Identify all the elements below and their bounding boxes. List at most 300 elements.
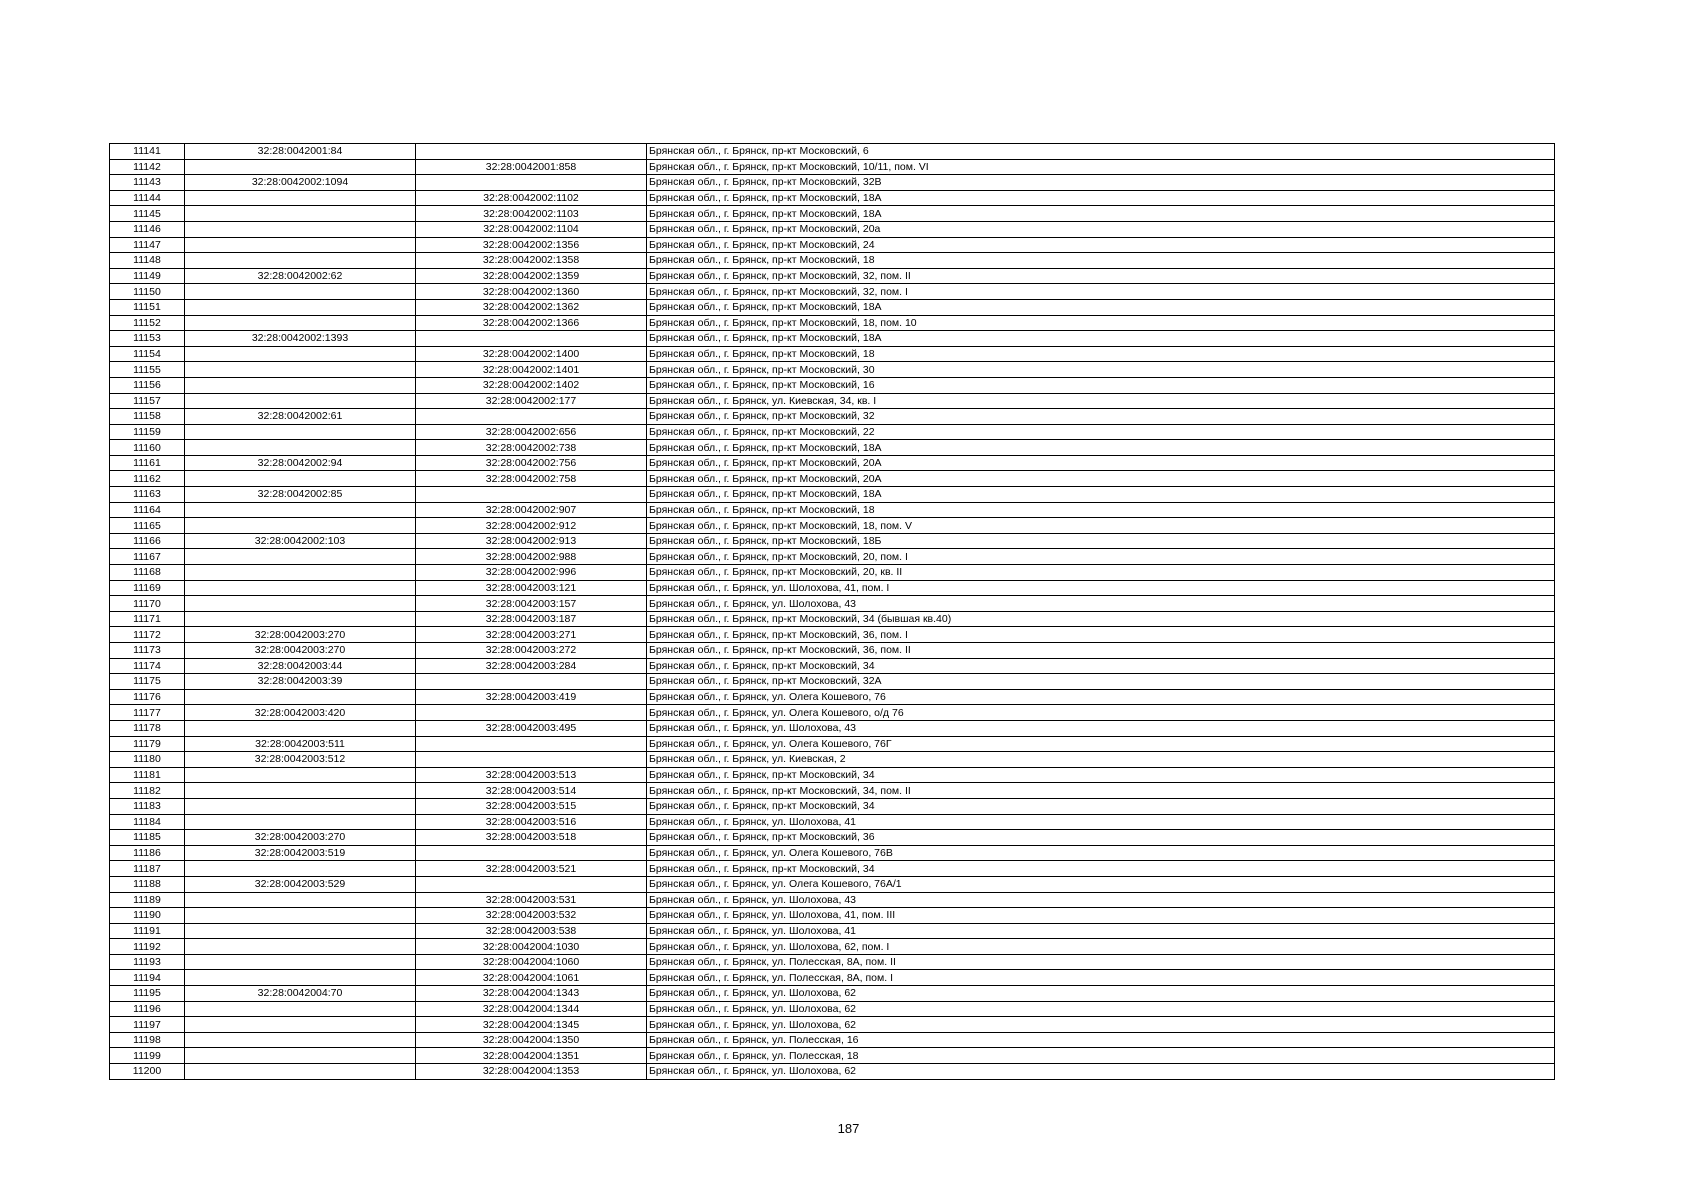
cadastral-number-cell: 32:28:0042002:1360 — [416, 284, 647, 300]
row-number-cell: 11168 — [110, 565, 185, 581]
address-cell: Брянская обл., г. Брянск, пр-кт Московский, 18А — [647, 331, 1555, 347]
table-row — [110, 736, 1555, 752]
table-row — [110, 798, 1555, 814]
row-number-cell: 11191 — [110, 923, 185, 939]
table-row — [110, 346, 1555, 362]
parent-cadastral-number-cell — [185, 814, 416, 830]
address-cell: Брянская обл., г. Брянск, пр-кт Московский, 30 — [647, 362, 1555, 378]
parent-cadastral-number-cell — [185, 159, 416, 175]
address-cell: Брянская обл., г. Брянск, пр-кт Московский, 20А — [647, 471, 1555, 487]
parent-cadastral-number-cell — [185, 237, 416, 253]
row-number-cell: 11179 — [110, 736, 185, 752]
row-number-cell: 11163 — [110, 487, 185, 503]
parent-cadastral-number-cell: 32:28:0042003:519 — [185, 845, 416, 861]
cadastral-number-cell: 32:28:0042003:515 — [416, 798, 647, 814]
address-cell: Брянская обл., г. Брянск, пр-кт Московский, 34 (бывшая кв.40) — [647, 611, 1555, 627]
address-cell: Брянская обл., г. Брянск, ул. Шолохова, 62, пом. I — [647, 939, 1555, 955]
address-cell: Брянская обл., г. Брянск, ул. Олега Кошевого, о/д 76 — [647, 705, 1555, 721]
address-cell: Брянская обл., г. Брянск, пр-кт Московский, 16 — [647, 377, 1555, 393]
row-number-cell: 11150 — [110, 284, 185, 300]
cadastral-number-cell: 32:28:0042002:907 — [416, 502, 647, 518]
parent-cadastral-number-cell — [185, 970, 416, 986]
parent-cadastral-number-cell — [185, 206, 416, 222]
table-row — [110, 783, 1555, 799]
address-cell: Брянская обл., г. Брянск, ул. Полесская, 8А, пом. II — [647, 954, 1555, 970]
address-cell: Брянская обл., г. Брянск, пр-кт Московский, 18А — [647, 487, 1555, 503]
row-number-cell: 11158 — [110, 409, 185, 425]
cadastral-number-cell: 32:28:0042004:1351 — [416, 1048, 647, 1064]
parent-cadastral-number-cell — [185, 611, 416, 627]
table-row — [110, 299, 1555, 315]
address-cell: Брянская обл., г. Брянск, пр-кт Московский, 20, кв. II — [647, 565, 1555, 581]
address-cell: Брянская обл., г. Брянск, пр-кт Московский, 32, пом. I — [647, 284, 1555, 300]
parent-cadastral-number-cell — [185, 923, 416, 939]
address-cell: Брянская обл., г. Брянск, пр-кт Московский, 18А — [647, 299, 1555, 315]
address-cell: Брянская обл., г. Брянск, ул. Шолохова, 43 — [647, 720, 1555, 736]
address-cell: Брянская обл., г. Брянск, ул. Полесская, 8А, пом. I — [647, 970, 1555, 986]
row-number-cell: 11166 — [110, 533, 185, 549]
address-cell: Брянская обл., г. Брянск, пр-кт Московский, 18, пом. V — [647, 518, 1555, 534]
row-number-cell: 11142 — [110, 159, 185, 175]
table-row — [110, 409, 1555, 425]
row-number-cell: 11175 — [110, 674, 185, 690]
cadastral-number-cell: 32:28:0042004:1060 — [416, 954, 647, 970]
parent-cadastral-number-cell — [185, 424, 416, 440]
parent-cadastral-number-cell: 32:28:0042002:103 — [185, 533, 416, 549]
table-row — [110, 954, 1555, 970]
cadastral-number-cell — [416, 845, 647, 861]
cadastral-number-cell: 32:28:0042004:1345 — [416, 1017, 647, 1033]
cadastral-number-cell: 32:28:0042002:1366 — [416, 315, 647, 331]
cadastral-number-cell: 32:28:0042004:1353 — [416, 1064, 647, 1080]
parent-cadastral-number-cell — [185, 861, 416, 877]
table-row — [110, 455, 1555, 471]
address-cell: Брянская обл., г. Брянск, пр-кт Московский, 20, пом. I — [647, 549, 1555, 565]
cadastral-number-cell: 32:28:0042003:271 — [416, 627, 647, 643]
cadastral-number-cell: 32:28:0042003:516 — [416, 814, 647, 830]
address-cell: Брянская обл., г. Брянск, пр-кт Московский, 18, пом. 10 — [647, 315, 1555, 331]
parent-cadastral-number-cell: 32:28:0042002:1393 — [185, 331, 416, 347]
row-number-cell: 11161 — [110, 455, 185, 471]
cadastral-number-cell: 32:28:0042003:157 — [416, 596, 647, 612]
parent-cadastral-number-cell — [185, 440, 416, 456]
parent-cadastral-number-cell: 32:28:0042002:1094 — [185, 175, 416, 191]
parent-cadastral-number-cell: 32:28:0042004:70 — [185, 986, 416, 1002]
table-row — [110, 627, 1555, 643]
cadastral-number-cell: 32:28:0042002:1362 — [416, 299, 647, 315]
parent-cadastral-number-cell — [185, 1001, 416, 1017]
table-row — [110, 830, 1555, 846]
row-number-cell: 11151 — [110, 299, 185, 315]
table-row — [110, 393, 1555, 409]
row-number-cell: 11157 — [110, 393, 185, 409]
table-row — [110, 424, 1555, 440]
row-number-cell: 11143 — [110, 175, 185, 191]
cadastral-number-cell — [416, 736, 647, 752]
parent-cadastral-number-cell — [185, 1032, 416, 1048]
table-row — [110, 1048, 1555, 1064]
address-cell: Брянская обл., г. Брянск, ул. Полесская, 18 — [647, 1048, 1555, 1064]
table-row — [110, 674, 1555, 690]
parent-cadastral-number-cell — [185, 221, 416, 237]
table-row — [110, 643, 1555, 659]
row-number-cell: 11181 — [110, 767, 185, 783]
address-cell: Брянская обл., г. Брянск, пр-кт Московский, 34 — [647, 798, 1555, 814]
row-number-cell: 11195 — [110, 986, 185, 1002]
address-cell: Брянская обл., г. Брянск, пр-кт Московский, 34 — [647, 658, 1555, 674]
cadastral-number-cell: 32:28:0042003:538 — [416, 923, 647, 939]
address-cell: Брянская обл., г. Брянск, ул. Шолохова, 62 — [647, 986, 1555, 1002]
row-number-cell: 11167 — [110, 549, 185, 565]
address-cell: Брянская обл., г. Брянск, пр-кт Московский, 18А — [647, 440, 1555, 456]
cadastral-number-cell — [416, 752, 647, 768]
cadastral-number-cell: 32:28:0042003:513 — [416, 767, 647, 783]
parent-cadastral-number-cell — [185, 783, 416, 799]
cadastral-number-cell — [416, 331, 647, 347]
parent-cadastral-number-cell: 32:28:0042003:44 — [185, 658, 416, 674]
address-cell: Брянская обл., г. Брянск, пр-кт Московский, 32А — [647, 674, 1555, 690]
cadastral-number-cell: 32:28:0042004:1343 — [416, 986, 647, 1002]
address-cell: Брянская обл., г. Брянск, ул. Шолохова, 41, пом. III — [647, 908, 1555, 924]
cadastral-number-cell: 32:28:0042004:1061 — [416, 970, 647, 986]
row-number-cell: 11187 — [110, 861, 185, 877]
address-cell: Брянская обл., г. Брянск, пр-кт Московский, 36, пом. II — [647, 643, 1555, 659]
row-number-cell: 11182 — [110, 783, 185, 799]
address-cell: Брянская обл., г. Брянск, ул. Шолохова, 41 — [647, 814, 1555, 830]
row-number-cell: 11156 — [110, 377, 185, 393]
parent-cadastral-number-cell: 32:28:0042002:62 — [185, 268, 416, 284]
parent-cadastral-number-cell — [185, 767, 416, 783]
cadastral-number-cell: 32:28:0042002:996 — [416, 565, 647, 581]
cadastral-number-cell: 32:28:0042002:1356 — [416, 237, 647, 253]
row-number-cell: 11146 — [110, 221, 185, 237]
address-cell: Брянская обл., г. Брянск, пр-кт Московский, 10/11, пом. VI — [647, 159, 1555, 175]
cadastral-number-cell: 32:28:0042002:1102 — [416, 190, 647, 206]
row-number-cell: 11145 — [110, 206, 185, 222]
cadastral-number-cell: 32:28:0042004:1030 — [416, 939, 647, 955]
table-row — [110, 720, 1555, 736]
row-number-cell: 11177 — [110, 705, 185, 721]
cadastral-number-cell: 32:28:0042002:756 — [416, 455, 647, 471]
row-number-cell: 11159 — [110, 424, 185, 440]
cadastral-number-cell — [416, 175, 647, 191]
cadastral-number-cell — [416, 674, 647, 690]
table-row — [110, 237, 1555, 253]
row-number-cell: 11174 — [110, 658, 185, 674]
cadastral-number-cell: 32:28:0042002:656 — [416, 424, 647, 440]
table-row — [110, 440, 1555, 456]
address-cell: Брянская обл., г. Брянск, ул. Олега Кошевого, 76А/1 — [647, 876, 1555, 892]
table-row — [110, 986, 1555, 1002]
cadastral-number-cell: 32:28:0042004:1344 — [416, 1001, 647, 1017]
table-row — [110, 565, 1555, 581]
cadastral-number-cell: 32:28:0042003:495 — [416, 720, 647, 736]
table-row — [110, 1017, 1555, 1033]
table-row — [110, 908, 1555, 924]
row-number-cell: 11147 — [110, 237, 185, 253]
table-row — [110, 876, 1555, 892]
row-number-cell: 11165 — [110, 518, 185, 534]
row-number-cell: 11169 — [110, 580, 185, 596]
parent-cadastral-number-cell: 32:28:0042003:270 — [185, 643, 416, 659]
address-cell: Брянская обл., г. Брянск, пр-кт Московский, 18Б — [647, 533, 1555, 549]
address-cell: Брянская обл., г. Брянск, ул. Шолохова, 43 — [647, 892, 1555, 908]
parent-cadastral-number-cell — [185, 393, 416, 409]
parent-cadastral-number-cell — [185, 908, 416, 924]
table-row — [110, 533, 1555, 549]
cadastral-number-cell: 32:28:0042004:1350 — [416, 1032, 647, 1048]
cadastral-number-cell: 32:28:0042002:912 — [416, 518, 647, 534]
address-cell: Брянская обл., г. Брянск, пр-кт Московский, 32 — [647, 409, 1555, 425]
parent-cadastral-number-cell — [185, 565, 416, 581]
parent-cadastral-number-cell: 32:28:0042003:270 — [185, 627, 416, 643]
table-row — [110, 268, 1555, 284]
table-row — [110, 845, 1555, 861]
table-row — [110, 284, 1555, 300]
row-number-cell: 11152 — [110, 315, 185, 331]
address-cell: Брянская обл., г. Брянск, пр-кт Московский, 18А — [647, 190, 1555, 206]
table-row — [110, 596, 1555, 612]
parent-cadastral-number-cell: 32:28:0042002:85 — [185, 487, 416, 503]
cadastral-number-cell: 32:28:0042002:177 — [416, 393, 647, 409]
row-number-cell: 11192 — [110, 939, 185, 955]
row-number-cell: 11172 — [110, 627, 185, 643]
table-row — [110, 689, 1555, 705]
row-number-cell: 11160 — [110, 440, 185, 456]
table-row — [110, 315, 1555, 331]
parent-cadastral-number-cell — [185, 471, 416, 487]
address-cell: Брянская обл., г. Брянск, ул. Олега Кошевого, 76Г — [647, 736, 1555, 752]
row-number-cell: 11193 — [110, 954, 185, 970]
table-row — [110, 549, 1555, 565]
cadastral-number-cell: 32:28:0042003:518 — [416, 830, 647, 846]
row-number-cell: 11198 — [110, 1032, 185, 1048]
row-number-cell: 11186 — [110, 845, 185, 861]
address-cell: Брянская обл., г. Брянск, ул. Шолохова, 41 — [647, 923, 1555, 939]
parent-cadastral-number-cell — [185, 954, 416, 970]
cadastral-number-cell: 32:28:0042002:1358 — [416, 253, 647, 269]
parent-cadastral-number-cell: 32:28:0042003:39 — [185, 674, 416, 690]
address-cell: Брянская обл., г. Брянск, ул. Олега Кошевого, 76 — [647, 689, 1555, 705]
table-row — [110, 1001, 1555, 1017]
row-number-cell: 11188 — [110, 876, 185, 892]
cadastral-number-cell: 32:28:0042002:1103 — [416, 206, 647, 222]
address-cell: Брянская обл., г. Брянск, пр-кт Московский, 32В — [647, 175, 1555, 191]
row-number-cell: 11149 — [110, 268, 185, 284]
parent-cadastral-number-cell: 32:28:0042002:94 — [185, 455, 416, 471]
address-cell: Брянская обл., г. Брянск, ул. Олега Кошевого, 76В — [647, 845, 1555, 861]
parent-cadastral-number-cell — [185, 299, 416, 315]
table-row — [110, 1064, 1555, 1080]
address-cell: Брянская обл., г. Брянск, ул. Киевская, 2 — [647, 752, 1555, 768]
table-row — [110, 159, 1555, 175]
table-row — [110, 970, 1555, 986]
parent-cadastral-number-cell — [185, 939, 416, 955]
row-number-cell: 11141 — [110, 144, 185, 160]
parent-cadastral-number-cell: 32:28:0042002:61 — [185, 409, 416, 425]
cadastral-number-cell: 32:28:0042002:913 — [416, 533, 647, 549]
parent-cadastral-number-cell — [185, 689, 416, 705]
address-cell: Брянская обл., г. Брянск, пр-кт Московский, 20А — [647, 455, 1555, 471]
row-number-cell: 11178 — [110, 720, 185, 736]
parent-cadastral-number-cell — [185, 315, 416, 331]
address-cell: Брянская обл., г. Брянск, пр-кт Московский, 32, пом. II — [647, 268, 1555, 284]
table-row — [110, 502, 1555, 518]
parent-cadastral-number-cell — [185, 1064, 416, 1080]
row-number-cell: 11148 — [110, 253, 185, 269]
table-row — [110, 892, 1555, 908]
row-number-cell: 11196 — [110, 1001, 185, 1017]
address-cell: Брянская обл., г. Брянск, пр-кт Московский, 6 — [647, 144, 1555, 160]
registry-table — [109, 143, 1555, 1080]
address-cell: Брянская обл., г. Брянск, пр-кт Московский, 34 — [647, 767, 1555, 783]
parent-cadastral-number-cell — [185, 549, 416, 565]
cadastral-number-cell: 32:28:0042003:187 — [416, 611, 647, 627]
address-cell: Брянская обл., г. Брянск, пр-кт Московский, 18А — [647, 206, 1555, 222]
parent-cadastral-number-cell — [185, 377, 416, 393]
table-row — [110, 752, 1555, 768]
cadastral-number-cell: 32:28:0042003:521 — [416, 861, 647, 877]
address-cell: Брянская обл., г. Брянск, ул. Шолохова, 43 — [647, 596, 1555, 612]
table-row — [110, 611, 1555, 627]
row-number-cell: 11144 — [110, 190, 185, 206]
row-number-cell: 11194 — [110, 970, 185, 986]
cadastral-number-cell: 32:28:0042002:988 — [416, 549, 647, 565]
address-cell: Брянская обл., г. Брянск, пр-кт Московский, 36 — [647, 830, 1555, 846]
parent-cadastral-number-cell — [185, 596, 416, 612]
row-number-cell: 11154 — [110, 346, 185, 362]
table-row — [110, 253, 1555, 269]
row-number-cell: 11183 — [110, 798, 185, 814]
parent-cadastral-number-cell: 32:28:0042003:270 — [185, 830, 416, 846]
parent-cadastral-number-cell — [185, 502, 416, 518]
table-row — [110, 377, 1555, 393]
row-number-cell: 11153 — [110, 331, 185, 347]
parent-cadastral-number-cell — [185, 190, 416, 206]
table-row — [110, 767, 1555, 783]
parent-cadastral-number-cell: 32:28:0042001:84 — [185, 144, 416, 160]
cadastral-number-cell: 32:28:0042002:1359 — [416, 268, 647, 284]
table-row — [110, 144, 1555, 160]
parent-cadastral-number-cell — [185, 892, 416, 908]
parent-cadastral-number-cell: 32:28:0042003:529 — [185, 876, 416, 892]
parent-cadastral-number-cell — [185, 284, 416, 300]
parent-cadastral-number-cell — [185, 1048, 416, 1064]
row-number-cell: 11180 — [110, 752, 185, 768]
row-number-cell: 11170 — [110, 596, 185, 612]
cadastral-number-cell: 32:28:0042003:121 — [416, 580, 647, 596]
table-row — [110, 175, 1555, 191]
table-row — [110, 331, 1555, 347]
address-cell: Брянская обл., г. Брянск, пр-кт Московский, 24 — [647, 237, 1555, 253]
parent-cadastral-number-cell: 32:28:0042003:511 — [185, 736, 416, 752]
parent-cadastral-number-cell: 32:28:0042003:512 — [185, 752, 416, 768]
address-cell: Брянская обл., г. Брянск, пр-кт Московский, 36, пом. I — [647, 627, 1555, 643]
page-number: 187 — [837, 1121, 860, 1136]
address-cell: Брянская обл., г. Брянск, ул. Шолохова, 62 — [647, 1017, 1555, 1033]
cadastral-number-cell: 32:28:0042003:531 — [416, 892, 647, 908]
parent-cadastral-number-cell — [185, 580, 416, 596]
parent-cadastral-number-cell — [185, 518, 416, 534]
table-row — [110, 206, 1555, 222]
table-row — [110, 362, 1555, 378]
cadastral-number-cell: 32:28:0042002:1402 — [416, 377, 647, 393]
table-row — [110, 221, 1555, 237]
parent-cadastral-number-cell — [185, 346, 416, 362]
cadastral-number-cell: 32:28:0042001:858 — [416, 159, 647, 175]
cadastral-number-cell — [416, 487, 647, 503]
table-row — [110, 518, 1555, 534]
address-cell: Брянская обл., г. Брянск, пр-кт Московский, 34 — [647, 861, 1555, 877]
address-cell: Брянская обл., г. Брянск, ул. Шолохова, 41, пом. I — [647, 580, 1555, 596]
row-number-cell: 11189 — [110, 892, 185, 908]
cadastral-number-cell: 32:28:0042002:1401 — [416, 362, 647, 378]
cadastral-number-cell: 32:28:0042003:514 — [416, 783, 647, 799]
address-cell: Брянская обл., г. Брянск, пр-кт Московский, 18 — [647, 346, 1555, 362]
row-number-cell: 11199 — [110, 1048, 185, 1064]
cadastral-number-cell: 32:28:0042002:738 — [416, 440, 647, 456]
address-cell: Брянская обл., г. Брянск, пр-кт Московский, 20а — [647, 221, 1555, 237]
parent-cadastral-number-cell — [185, 1017, 416, 1033]
table-row — [110, 861, 1555, 877]
cadastral-number-cell: 32:28:0042003:419 — [416, 689, 647, 705]
cadastral-number-cell: 32:28:0042003:532 — [416, 908, 647, 924]
table-row — [110, 705, 1555, 721]
row-number-cell: 11164 — [110, 502, 185, 518]
address-cell: Брянская обл., г. Брянск, пр-кт Московский, 22 — [647, 424, 1555, 440]
registry-table-body — [110, 144, 1555, 1080]
row-number-cell: 11171 — [110, 611, 185, 627]
cadastral-number-cell — [416, 876, 647, 892]
parent-cadastral-number-cell: 32:28:0042003:420 — [185, 705, 416, 721]
table-row — [110, 1032, 1555, 1048]
row-number-cell: 11184 — [110, 814, 185, 830]
address-cell: Брянская обл., г. Брянск, пр-кт Московский, 34, пом. II — [647, 783, 1555, 799]
row-number-cell: 11200 — [110, 1064, 185, 1080]
cadastral-number-cell — [416, 409, 647, 425]
parent-cadastral-number-cell — [185, 362, 416, 378]
table-row — [110, 939, 1555, 955]
table-row — [110, 658, 1555, 674]
row-number-cell: 11185 — [110, 830, 185, 846]
address-cell: Брянская обл., г. Брянск, ул. Киевская, 34, кв. I — [647, 393, 1555, 409]
address-cell: Брянская обл., г. Брянск, ул. Шолохова, 62 — [647, 1001, 1555, 1017]
address-cell: Брянская обл., г. Брянск, ул. Шолохова, 62 — [647, 1064, 1555, 1080]
address-cell: Брянская обл., г. Брянск, пр-кт Московский, 18 — [647, 253, 1555, 269]
cadastral-number-cell: 32:28:0042002:758 — [416, 471, 647, 487]
row-number-cell: 11197 — [110, 1017, 185, 1033]
address-cell: Брянская обл., г. Брянск, ул. Полесская, 16 — [647, 1032, 1555, 1048]
table-row — [110, 814, 1555, 830]
table-row — [110, 190, 1555, 206]
table-row — [110, 471, 1555, 487]
parent-cadastral-number-cell — [185, 798, 416, 814]
parent-cadastral-number-cell — [185, 720, 416, 736]
cadastral-number-cell: 32:28:0042003:284 — [416, 658, 647, 674]
parent-cadastral-number-cell — [185, 253, 416, 269]
row-number-cell: 11162 — [110, 471, 185, 487]
cadastral-number-cell: 32:28:0042003:272 — [416, 643, 647, 659]
table-row — [110, 580, 1555, 596]
row-number-cell: 11155 — [110, 362, 185, 378]
row-number-cell: 11173 — [110, 643, 185, 659]
table-row — [110, 923, 1555, 939]
row-number-cell: 11176 — [110, 689, 185, 705]
address-cell: Брянская обл., г. Брянск, пр-кт Московский, 18 — [647, 502, 1555, 518]
cadastral-number-cell — [416, 144, 647, 160]
table-row — [110, 487, 1555, 503]
cadastral-number-cell: 32:28:0042002:1400 — [416, 346, 647, 362]
